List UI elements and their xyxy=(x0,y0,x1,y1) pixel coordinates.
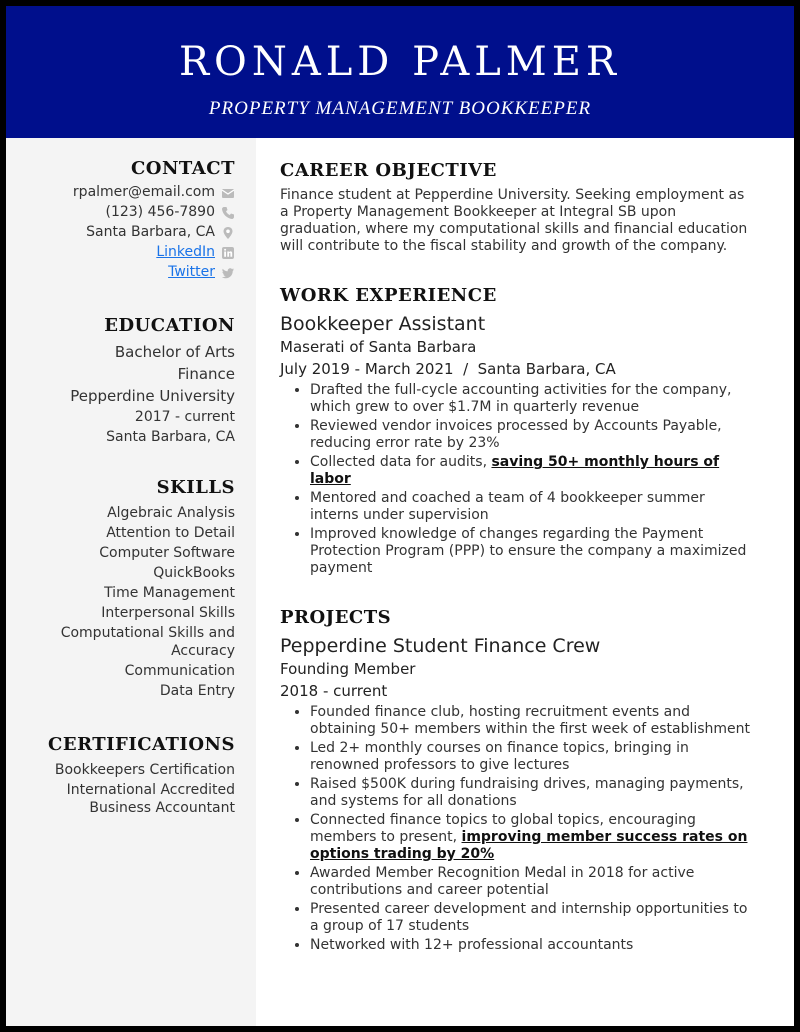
sidebar xyxy=(6,138,256,1026)
list-item: • Drafted the full-cycle accounting activities for the company, which grew to over $1.7M in quarterly revenue xyxy=(310,382,750,416)
contact-twitter[interactable] xyxy=(26,264,235,281)
email-text: rpalmer@email.com xyxy=(72,184,215,200)
twitter-icon xyxy=(221,266,235,280)
list-item xyxy=(310,454,750,488)
skill-item: Algebraic Analysis xyxy=(107,505,235,521)
phone-icon xyxy=(221,206,235,220)
linkedin-link[interactable]: LinkedIn xyxy=(156,244,215,260)
projects-heading: PROJECTS xyxy=(280,607,392,628)
contact-email xyxy=(26,184,235,201)
bullet-text: Collected data for audits, xyxy=(310,454,492,470)
skill-item: Communication xyxy=(124,663,235,679)
skill-item: Computational Skills and Accuracy xyxy=(60,625,235,659)
contact-phone xyxy=(26,204,235,221)
project-bullets xyxy=(280,704,750,954)
list-item: • Mentored and coached a team of 4 bookkeeper summer interns under supervision xyxy=(310,490,750,524)
skill-item: Time Management xyxy=(104,585,235,601)
bullet-emphasis: improving member success rates on options trading by 20% xyxy=(310,829,748,862)
bullet-text: Connected finance topics to global topics, encouraging members to present, xyxy=(310,812,696,845)
education-major: Finance xyxy=(177,365,235,383)
header-banner xyxy=(6,6,794,138)
skill-item: Computer Software xyxy=(99,545,235,561)
skill-item: Attention to Detail xyxy=(106,525,235,541)
objective-heading: CAREER OBJECTIVE xyxy=(280,160,497,181)
project-dates: 2018 - current xyxy=(280,682,388,700)
contact-heading: CONTACT xyxy=(130,158,235,179)
experience-company: Maserati of Santa Barbara xyxy=(280,338,477,356)
education-degree: Bachelor of Arts xyxy=(114,343,235,361)
list-item: • Networked with 12+ professional accountants xyxy=(310,937,750,954)
list-item: • Led 2+ monthly courses on finance topics, bringing in renowned professors to give lectures xyxy=(310,740,750,774)
list-item: • Reviewed vendor invoices processed by Accounts Payable, reducing error rate by 23% xyxy=(310,418,750,452)
certifications-list xyxy=(26,761,235,817)
resume-page xyxy=(6,6,794,1026)
experience-job-title: Bookkeeper Assistant xyxy=(280,313,486,335)
bullet-emphasis: saving 50+ monthly hours of labor xyxy=(310,454,720,487)
skills-list xyxy=(26,504,235,700)
skill-item: Data Entry xyxy=(159,683,235,699)
list-item: • Founded finance club, hosting recruitment events and obtaining 50+ members within the first week of establishment xyxy=(310,704,750,738)
envelope-icon xyxy=(221,186,235,200)
list-item: • Presented career development and internship opportunities to a group of 17 students xyxy=(310,901,750,935)
list-item xyxy=(310,812,750,863)
main-content xyxy=(280,138,750,956)
job-role-title: PROPERTY MANAGEMENT BOOKKEEPER xyxy=(208,98,592,119)
certification-item: International Accredited Business Accountant xyxy=(66,782,235,816)
candidate-name: RONALD PALMER xyxy=(178,39,622,85)
project-title: Pepperdine Student Finance Crew xyxy=(280,635,601,657)
list-item: • Awarded Member Recognition Medal in 2018 for active contributions and career potential xyxy=(310,865,750,899)
certification-item: Bookkeepers Certification xyxy=(54,762,235,778)
linkedin-icon xyxy=(221,246,235,260)
twitter-link[interactable]: Twitter xyxy=(168,264,215,280)
list-item: • Improved knowledge of changes regarding the Payment Protection Program (PPP) to ensure the company a maximized payment xyxy=(310,526,750,577)
education-heading: EDUCATION xyxy=(104,315,235,336)
experience-heading: WORK EXPERIENCE xyxy=(280,285,497,306)
map-pin-icon xyxy=(221,226,235,240)
skill-item: QuickBooks xyxy=(153,565,235,581)
list-item: • Raised $500K during fundraising drives, managing payments, and systems for all donations xyxy=(310,776,750,810)
project-role: Founding Member xyxy=(280,660,416,678)
experience-dates-location: July 2019 - March 2021 / Santa Barbara, CA xyxy=(280,360,616,378)
education-dates: 2017 - current xyxy=(134,409,235,425)
experience-bullets xyxy=(280,382,750,577)
contact-linkedin[interactable] xyxy=(26,244,235,261)
skills-heading: SKILLS xyxy=(156,477,235,498)
certifications-heading: CERTIFICATIONS xyxy=(48,734,235,755)
skill-item: Interpersonal Skills xyxy=(101,605,235,621)
education-school: Pepperdine University xyxy=(70,387,235,405)
contact-location xyxy=(26,224,235,241)
phone-text: (123) 456-7890 xyxy=(105,204,215,220)
objective-text: Finance student at Pepperdine University. Seeking employment as a Property Management Bookkeeper at Integral SB upon graduation, where my computational skills and financial education will contribute to the fiscal stability and growth of the company. xyxy=(280,187,748,254)
education-location: Santa Barbara, CA xyxy=(106,429,235,445)
location-text: Santa Barbara, CA xyxy=(86,224,215,240)
